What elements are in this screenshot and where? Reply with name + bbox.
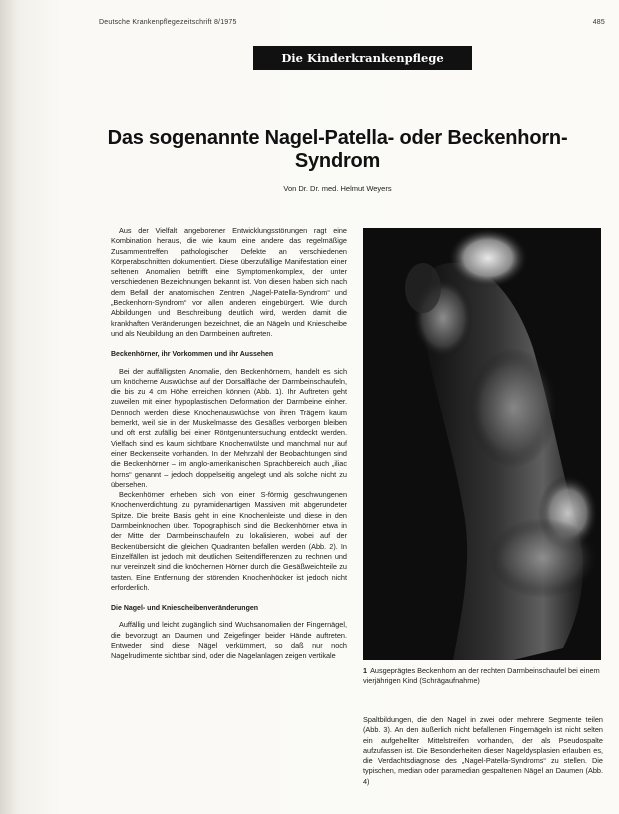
right-column <box>363 715 603 787</box>
figure-caption <box>363 666 603 687</box>
paragraph: Spaltbildungen, die den Nagel in zwei oder mehrere Segmente teilen (Abb. 3). An den äußerlich nicht befallenen Fingernägeln ist nicht selten ein aufgehellter Mittelstreifen vorhanden, der als Pseudospalte aufzufassen ist. Die Besonderheiten dieser Nageldysplasien erlauben es, die Verdachtsdiagnose des „Nagel-Patella-Syndroms“ zu stellen. Die typischen, median oder paramedian gespaltenen Nägel an Daumen (Abb. 4) <box>363 715 603 786</box>
paragraph: Auffällig und leicht zugänglich sind Wuchsanomalien der Fingernägel, die bevorzugt an Daumen und Zeigefinger beider Hände auftreten. Entweder sind diese Nägel verkümmert, so daß nur noch Nagelrudimente sichtbar sind, oder die Nagelanlagen zeigen vertikale <box>111 620 347 661</box>
xray-image <box>363 228 601 660</box>
intro-paragraph: Aus der Vielfalt angeborener Entwicklungsstörungen ragt eine Kombination heraus, die wie kaum eine andere das regelmäßige Zusammentreffen pathologischer Defekte an verschiedenen Körperabschnitten dokumentiert. Diese überzufällige Manifestation einer seltenen Anomalien betrifft eine Symptomenkomplex, der unter verschiedenen Bezeichnungen bekannt ist. Von diesen haben sich nach dem Befall der anatomischen Zentren „Nagel-Patella-Syndrom“ und „Beckenhorn-Syndrom“ vor allen anderen eingebürgert. Wie durch Abbildungen und Beschreibung deutlich wird, werden damit die krankhaften Veränderungen bezeichnet, die an Nägeln und Kniescheibe und als Neubildung an den Darmbeinen auftreten. <box>111 226 347 338</box>
article-byline: Von Dr. Dr. med. Helmut Weyers <box>283 184 392 193</box>
page-number: 485 <box>592 19 605 26</box>
section-heading-nagel: Die Nagel- und Kniescheibenveränderungen <box>111 605 259 613</box>
running-header <box>99 19 605 26</box>
figure-number: 1 <box>363 666 368 675</box>
figure-caption-text: Ausgeprägtes Beckenhorn an der rechten Darmbeinschaufel bei einem vierjährigen Kind (Schrägaufnahme) <box>363 666 600 686</box>
section-banner: Die Kinderkrankenpflege <box>253 46 472 70</box>
paragraph: Beckenhörner erheben sich von einer S-förmig geschwungenen Knochenverdichtung zu pyramidenartigen Massiven mit abgerundeter Spitze. Die breite Basis geht in eine Knochenleiste und diese in den Darmbeinknochen über. Topographisch sind die Beckenhörner etwa in der Mitte der Darmbeinschaufeln zu lokalisieren, wobei auf der Beckenübersicht die gleichen Quadranten befallen werden (Abb. 2). In Einzelfällen ist jedoch mit deutlichen Seitendifferenzen zu rechnen und nur vereinzelt sind die knöchernen Hörner durch die Gesäßweichteile zu tasten. Eine Entfernung der störenden Knochenhöcker ist jedoch nicht erforderlich. <box>111 490 347 592</box>
paragraph: Bei der auffälligsten Anomalie, den Beckenhörnern, handelt es sich um knöcherne Auswüchse auf der Dorsalfläche der Darmbeinschaufeln, die bis zu 4 cm Höhe erreichen können (Abb. 1). Ihr Auftreten geht zuweilen mit einer hypoplastischen Deformation der Darmbeine einher. Dennoch werden diese Knochenauswüchse von ihren Trägern kaum bemerkt, weil sie in der Muskelmasse des Gesäßes verborgen bleiben und oft erst zufällig bei einer Röntgenuntersuchung entdeckt werden. Vielfach sind es kaum sichtbare Knochenwülste und manchmal nur auf einer Beckenseite vorhanden. In der Mehrzahl der Beobachtungen sind die Beckenhörner – im anglo-amerikanischen Sprachbereich auch „iliac horns“ genannt – jedoch doppelseitig angelegt und als solche nicht zu übersehen. <box>111 366 347 489</box>
left-column <box>111 226 347 662</box>
xray-figure <box>363 228 601 660</box>
journal-name: Deutsche Krankenpflegezeitschrift 8/1975 <box>99 19 237 26</box>
article-title: Das sogenannte Nagel-Patella- oder Beckenhorn-Syndrom <box>107 127 568 172</box>
section-heading-beckenhoerner: Beckenhörner, ihr Vorkommen und ihr Aussehen <box>111 351 274 359</box>
